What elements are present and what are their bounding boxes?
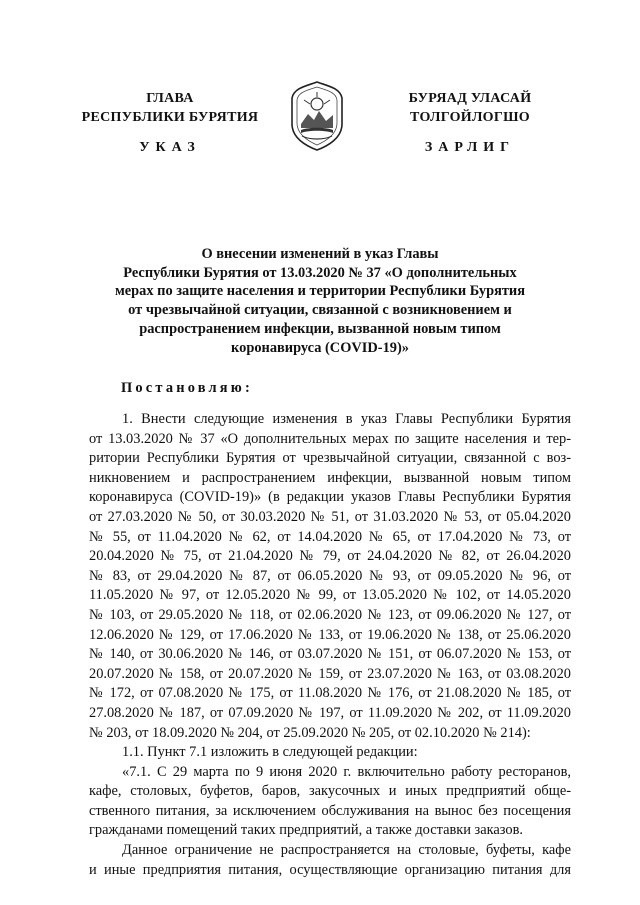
- body-line: № 172, от 07.08.2020 № 175, от 11.08.2020 № 176, от 21.08.2020 № 185, от: [89, 685, 571, 702]
- body-line: 11.05.2020 № 97, от 12.05.2020 № 99, от 13.05.2020 № 102, от 14.05.2020: [89, 587, 571, 604]
- decree-label-ru: УКАЗ: [139, 140, 201, 155]
- title-line: Республики Бурятия от 13.03.2020 № 37 «О дополнительных: [123, 264, 517, 281]
- coat-of-arms-emblem: [288, 80, 346, 152]
- body-line: «7.1. С 29 марта по 9 июня 2020 г. включительно работу ресторанов,: [122, 763, 571, 780]
- body-line: ственного питания, за исключением обслуживания на вынос без посещения: [89, 802, 571, 819]
- body-line: коронавируса (COVID-19)» (в редакции указов Главы Республики Бурятия: [89, 489, 571, 506]
- body-line: 27.08.2020 № 187, от 07.09.2020 № 197, от 11.09.2020 № 202, от 11.09.2020: [89, 704, 571, 721]
- title-line: коронавируса (COVID-19)»: [231, 339, 409, 356]
- body-line: от 13.03.2020 № 37 «О дополнительных мерах по защите населения и тер-: [89, 430, 571, 447]
- title-line: О внесении изменений в указ Главы: [201, 246, 439, 262]
- title-line: распространением инфекции, вызванной новым типом: [139, 320, 501, 337]
- body-line: никновением и распространением инфекции, вызванной новым типом: [89, 469, 571, 486]
- header-left: [70, 89, 270, 127]
- body-line: № 83, от 29.04.2020 № 87, от 06.05.2020 № 93, от 09.05.2020 № 96, от: [89, 567, 571, 584]
- body-line: 20.04.2020 № 75, от 21.04.2020 № 79, от 24.04.2020 № 82, от 26.04.2020: [89, 548, 571, 565]
- decree-label-bua: ЗАРЛИГ: [424, 140, 516, 155]
- body-line: от 27.03.2020 № 50, от 30.03.2020 № 51, от 31.03.2020 № 53, от 05.04.2020: [89, 508, 571, 525]
- body-line: № 55, от 11.04.2020 № 62, от 14.04.2020 № 65, от 17.04.2020 № 73, от: [89, 528, 571, 545]
- body-line: № 203, от 18.09.2020 № 204, от 25.09.2020 № 205, от 02.10.2020 № 214):: [89, 724, 531, 741]
- decides-heading: Постановляю:: [121, 380, 253, 396]
- body-line: Данное ограничение не распространяется на столовые, буфеты, кафе: [122, 842, 571, 859]
- header-left-line1: ГЛАВА: [146, 91, 194, 106]
- body-line: ритории Республики Бурятия от чрезвычайной ситуации, связанной с воз-: [89, 450, 571, 467]
- header-right-line2: ТОЛГОЙЛОГШО: [410, 110, 530, 125]
- body-line: № 103, от 29.05.2020 № 118, от 02.06.2020 № 123, от 09.06.2020 № 127, от: [89, 606, 571, 623]
- body-line: № 140, от 30.06.2020 № 146, от 03.07.2020 № 151, от 06.07.2020 № 153, от: [89, 646, 571, 663]
- title-line: от чрезвычайной ситуации, связанной с возникновением и: [128, 302, 512, 319]
- header-right-line1: БУРЯАД УЛАСАЙ: [408, 91, 532, 106]
- body-line: кафе, столовых, буфетов, баров, закусочных и иных предприятий обще-: [89, 783, 571, 800]
- body-line: 1. Внести следующие изменения в указ Главы Республики Бурятия: [122, 411, 571, 427]
- document-body: [89, 410, 571, 880]
- document-title: [95, 245, 545, 357]
- title-line: мерах по защите населения и территории Республики Бурятия: [114, 283, 526, 300]
- body-line: 12.06.2020 № 129, от 17.06.2020 № 133, от 19.06.2020 № 138, от 25.06.2020: [89, 626, 571, 643]
- body-line: 20.07.2020 № 158, от 20.07.2020 № 159, от 23.07.2020 № 163, от 03.08.2020: [89, 665, 571, 682]
- header-right: [370, 89, 570, 127]
- body-line: и иные предприятия питания, осуществляющие организацию питания для: [89, 861, 571, 878]
- header-left-line2: РЕСПУБЛИКИ БУРЯТИЯ: [81, 110, 259, 125]
- body-line: гражданами помещений таких предприятий, а также доставки заказов.: [89, 822, 523, 839]
- body-line: 1.1. Пункт 7.1 изложить в следующей редакции:: [122, 744, 418, 761]
